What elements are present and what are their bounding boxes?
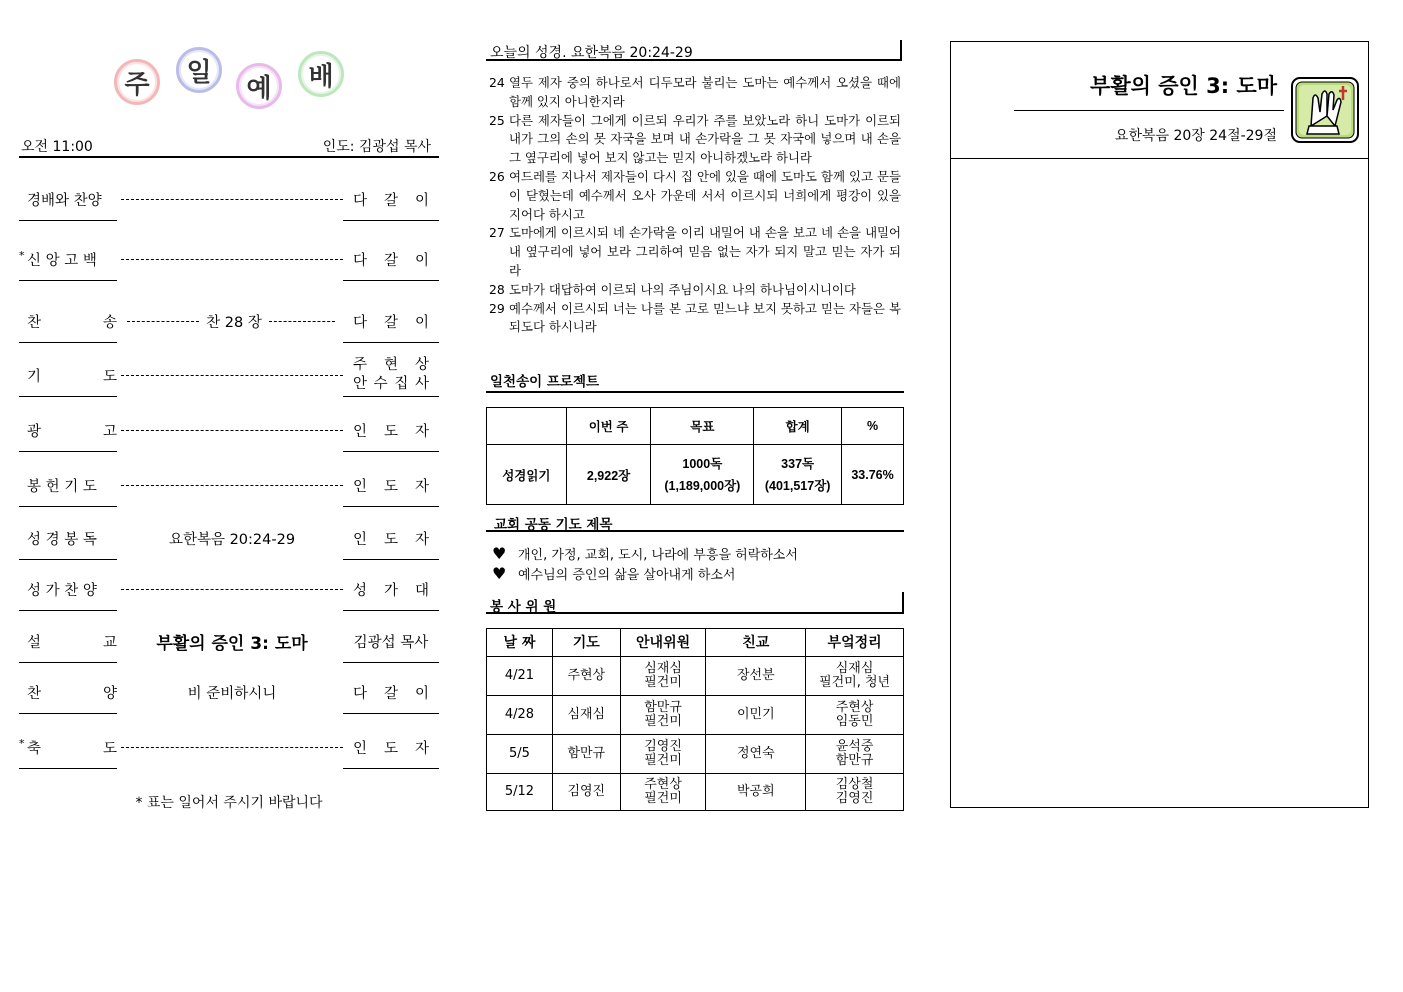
scripture-title-bar — [900, 40, 902, 61]
title-char-1: 주 — [114, 59, 160, 105]
service-header-row — [487, 629, 904, 657]
worship-item-leader-text: 주 현 상 — [353, 357, 429, 373]
worship-item-leader-text: 인 도 자 — [353, 424, 429, 440]
service-row — [487, 735, 904, 774]
service-kitchen-value: 김상철 — [835, 777, 874, 792]
dashed-leader — [121, 199, 343, 200]
bible-project-header-total: 합계 — [754, 408, 842, 445]
service-usher-value: 함만규 — [644, 700, 682, 715]
dashed-leader — [121, 747, 343, 748]
service-header-cell: 친교 — [706, 629, 806, 657]
row-underline — [343, 280, 439, 281]
worship-item-label — [19, 737, 117, 759]
service-header-cell: 기도 — [552, 629, 620, 657]
prayer-item-text: 개인, 가정, 교회, 도시, 나라에 부흥을 허락하소서 — [518, 548, 798, 563]
bible-project-goal — [651, 445, 754, 505]
bible-project-percent: 33.76% — [842, 445, 904, 505]
worship-item-leader-text: 다 갈 이 — [353, 193, 429, 209]
verse — [489, 74, 901, 112]
verse-text: 도마에게 이르시되 네 손가락을 이리 내밀어 내 손을 보고 네 손을 내밀어 내 옆구리에 넣어 보라 그리하여 믿음 없는 자가 되지 말고 믿는 자가 되라 — [509, 225, 901, 278]
verse-text: 도마가 대답하여 이르되 나의 주님이시요 나의 하나님이시니이다 — [509, 281, 856, 297]
service-date-value: 5/12 — [504, 784, 535, 799]
worship-item-detail: 찬 28 장 — [206, 315, 262, 331]
row-underline — [343, 559, 439, 560]
service-header-cell: 안내위원 — [620, 629, 706, 657]
bible-project-label: 성경읽기 — [487, 445, 567, 505]
worship-item-name: 봉 헌 기 도 — [27, 479, 97, 495]
dashed-leader — [127, 321, 199, 322]
standing-star: * — [19, 737, 25, 750]
title-char-4: 배 — [298, 51, 344, 97]
service-prayer — [552, 696, 620, 735]
row-underline — [19, 451, 117, 452]
service-header-cell: 날 짜 — [487, 629, 553, 657]
service-date — [487, 696, 553, 735]
worship-item-detail: 요한복음 20:24-29 — [168, 532, 296, 548]
row-underline — [19, 220, 117, 221]
service-date — [487, 735, 553, 774]
scripture-verses — [489, 74, 901, 337]
worship-item-label — [19, 365, 117, 387]
worship-item-leader — [345, 311, 437, 333]
prayer-title-rule — [486, 530, 904, 532]
worship-item-leader — [345, 737, 437, 759]
worship-item-leader — [345, 356, 437, 392]
row-underline — [343, 396, 439, 397]
service-time: 오전 11:00 — [21, 139, 93, 155]
service-prayer-value: 함만규 — [567, 746, 606, 761]
scripture-title-rule — [486, 59, 902, 61]
service-date-value: 4/28 — [504, 707, 535, 722]
worship-item-label — [19, 311, 117, 333]
dashed-leader — [121, 485, 343, 486]
verse-number: 24 — [489, 75, 505, 90]
worship-item-name: 광 고 — [27, 424, 117, 440]
verse — [489, 281, 901, 300]
verse-text: 다른 제자들이 그에게 이르되 우리가 주를 보았노라 하니 도마가 이르되 내가 그의 손의 못 자국을 보며 내 손가락을 그 못 자국에 넣으며 내 손을 그 옆구리에 넣어 보지 않고는 믿지 아니하겠노라 하니라 — [509, 112, 901, 166]
service-usher-value: 필건미 — [644, 714, 682, 729]
service-usher-value: 필건미 — [644, 675, 682, 690]
service-fellowship — [706, 735, 806, 774]
service-fellowship-value: 이민기 — [736, 707, 775, 722]
bible-project-total — [754, 445, 842, 505]
worship-title — [114, 45, 354, 105]
worship-item-leader — [345, 475, 437, 497]
worship-item-name: 설 교 — [27, 635, 117, 651]
service-prayer — [552, 735, 620, 774]
standing-footnote: * 표는 일어서 주시기 바랍니다 — [135, 795, 323, 811]
worship-item-name: 성 가 찬 양 — [27, 583, 97, 599]
sermon-notes-header — [951, 42, 1368, 159]
bible-project-total-main: 337독 — [781, 456, 815, 471]
service-date — [487, 657, 553, 696]
worship-item-leader — [345, 579, 437, 601]
bible-project-header-row — [487, 408, 904, 445]
service-committee-bar — [902, 592, 904, 614]
worship-item-name: 신 앙 고 백 — [27, 253, 97, 269]
worship-item-leader — [345, 420, 437, 442]
service-usher-value: 심재심 — [644, 661, 682, 676]
scripture-title: 오늘의 성경. 요한복음 20:24-29 — [490, 45, 693, 61]
worship-order-row — [19, 302, 439, 342]
worship-order-row — [19, 728, 439, 768]
bible-project-table — [486, 407, 904, 505]
worship-order-row — [19, 622, 439, 662]
row-underline — [19, 559, 117, 560]
worship-item-leader — [345, 682, 437, 704]
worship-item-name: 경배와 찬양 — [27, 193, 102, 209]
worship-item-leader-text: 성 가 대 — [353, 583, 429, 599]
service-committee-title: 봉 사 위 원 — [490, 599, 557, 615]
worship-item-leader — [345, 528, 437, 550]
worship-item-label — [19, 475, 117, 497]
service-prayer-value: 김영진 — [567, 784, 606, 799]
row-underline — [19, 396, 117, 397]
worship-item-label — [19, 682, 117, 704]
worship-item-leader-text: 다 갈 이 — [353, 686, 429, 702]
verse-number: 26 — [489, 168, 505, 184]
sermon-notes-panel — [950, 41, 1369, 808]
service-kitchen-value: 윤석중 — [835, 739, 874, 754]
worship-item-label — [19, 189, 117, 211]
service-fellowship — [706, 774, 806, 811]
service-committee-table — [486, 628, 904, 811]
row-underline — [19, 662, 117, 663]
bible-project-header-percent: % — [842, 408, 904, 445]
service-usher-value: 주현상 — [644, 777, 682, 792]
heart-icon: ♥ — [492, 564, 507, 583]
worship-item-name: 기 도 — [27, 369, 117, 385]
service-kitchen — [806, 657, 904, 696]
verse-number: 25 — [489, 112, 505, 128]
prayer-item-1 — [492, 544, 904, 563]
service-usher — [620, 735, 706, 774]
prayer-item-text: 예수님의 증인의 삶을 살아내게 하소서 — [518, 568, 736, 583]
prayer-item-2 — [492, 564, 904, 583]
service-prayer — [552, 774, 620, 811]
worship-item-leader-text: 김광섭 목사 — [353, 635, 429, 651]
row-underline — [343, 662, 439, 663]
worship-order-row — [19, 180, 439, 220]
dashed-leader — [121, 375, 343, 376]
row-underline — [19, 768, 117, 769]
service-row — [487, 696, 904, 735]
worship-item-detail: 비 준비하시니 — [187, 686, 277, 702]
service-fellowship — [706, 696, 806, 735]
row-underline — [343, 220, 439, 221]
worship-item-label — [19, 579, 117, 601]
bible-project-header-week: 이번 주 — [566, 408, 651, 445]
heart-icon: ♥ — [492, 544, 507, 563]
verse-text: 예수께서 이르시되 너는 나를 본 고로 믿느냐 보지 못하고 믿는 자들은 복되도다 하시니라 — [509, 300, 901, 335]
row-underline — [343, 451, 439, 452]
verse-number: 27 — [489, 225, 505, 241]
service-kitchen-value: 심재심 — [835, 661, 874, 676]
row-underline — [343, 768, 439, 769]
verse-text: 여드레를 지나서 제자들이 다시 집 안에 있을 때에 도마도 함께 있고 문들이 닫혔는데 예수께서 오사 가운데 서서 이르시되 너희에게 평강이 있을지어다 하시고 — [509, 168, 901, 222]
row-underline — [19, 610, 117, 611]
row-underline — [343, 506, 439, 507]
title-char-2: 일 — [176, 47, 222, 93]
service-usher — [620, 657, 706, 696]
worship-order-row — [19, 673, 439, 713]
worship-item-leader-text: 다 갈 이 — [353, 253, 429, 269]
worship-item-label — [19, 249, 117, 271]
service-usher-value: 필건미 — [644, 753, 682, 768]
service-kitchen-value: 임동민 — [835, 714, 874, 729]
service-kitchen — [806, 735, 904, 774]
service-header-cell: 부엌정리 — [806, 629, 904, 657]
row-underline — [19, 713, 117, 714]
service-committee-rule — [486, 612, 904, 614]
service-kitchen-value: 필건미, 청년 — [819, 675, 891, 690]
bible-project-row — [487, 445, 904, 505]
worship-item-label — [19, 528, 117, 550]
service-kitchen — [806, 696, 904, 735]
worship-item-name: 축 도 — [27, 741, 117, 757]
worship-item-leader — [345, 249, 437, 271]
dashed-leader — [121, 259, 343, 260]
worship-item-name: 찬 양 — [27, 686, 117, 702]
service-kitchen-value: 함만규 — [835, 753, 874, 768]
bible-project-title: 일천송이 프로젝트 — [490, 374, 600, 390]
service-fellowship-value: 장선분 — [736, 668, 775, 683]
service-prayer-value: 주현상 — [567, 668, 606, 683]
dashed-leader — [269, 321, 335, 322]
order-of-worship — [19, 40, 439, 820]
worship-order-row — [19, 466, 439, 506]
service-leader: 인도: 김광섭 목사 — [322, 139, 431, 155]
service-fellowship — [706, 657, 806, 696]
worship-order-row — [19, 411, 439, 451]
worship-item-name: 찬 송 — [27, 315, 117, 331]
sermon-title: 부활의 증인 3: 도마 — [156, 634, 308, 651]
worship-item-leader-text: 인 도 자 — [353, 741, 429, 757]
row-underline — [343, 610, 439, 611]
service-usher — [620, 774, 706, 811]
worship-order-row — [19, 240, 439, 280]
row-underline — [19, 506, 117, 507]
title-char-3: 예 — [236, 63, 282, 109]
verse — [489, 224, 901, 280]
verse-number: 28 — [489, 281, 505, 297]
sermon-notes-rule — [1014, 110, 1284, 111]
prayer-title: 교회 공동 기도 제목 — [494, 517, 613, 533]
dashed-leader — [121, 430, 343, 431]
bible-project-goal-sub: (1,189,000장) — [664, 478, 741, 493]
worship-item-leader-text: 인 도 자 — [353, 532, 429, 548]
worship-order-row — [19, 356, 439, 396]
service-fellowship-value: 정연숙 — [736, 746, 775, 761]
sermon-notes-reference: 요한복음 20장 24절-29절 — [1114, 128, 1277, 144]
worship-item-leader — [345, 631, 437, 653]
worship-order-row — [19, 570, 439, 610]
bible-project-header-goal: 목표 — [651, 408, 754, 445]
bible-project-total-sub: (401,517장) — [764, 478, 831, 493]
service-date-value: 5/5 — [508, 746, 530, 761]
verse — [489, 168, 901, 224]
row-underline — [343, 713, 439, 714]
service-kitchen-value: 김영진 — [835, 791, 874, 806]
sermon-notes-title: 부활의 증인 3: 도마 — [1090, 74, 1277, 98]
verse — [489, 112, 901, 168]
worship-item-leader-title: 안 수 집 사 — [353, 376, 429, 392]
bible-project-goal-main: 1000독 — [682, 456, 723, 471]
worship-item-label — [19, 420, 117, 442]
worship-item-label — [19, 631, 117, 653]
bible-project-this-week: 2,922장 — [566, 445, 651, 505]
service-row — [487, 657, 904, 696]
verse-number: 29 — [489, 300, 505, 316]
row-underline — [19, 342, 117, 343]
worship-item-name: 성 경 봉 독 — [27, 532, 97, 548]
service-date — [487, 774, 553, 811]
service-header — [19, 132, 439, 158]
dashed-leader — [121, 589, 343, 590]
service-usher-value: 필건미 — [644, 791, 682, 806]
worship-item-leader-text: 다 갈 이 — [353, 315, 429, 331]
service-prayer — [552, 657, 620, 696]
praying-hands-icon — [1291, 76, 1361, 144]
middle-column — [486, 40, 906, 820]
verse — [489, 300, 901, 338]
bible-project-header-empty — [487, 408, 567, 445]
service-prayer-value: 심재심 — [567, 707, 606, 722]
service-kitchen-value: 주현상 — [835, 700, 874, 715]
service-usher-value: 김영진 — [644, 739, 682, 754]
bible-project-rule — [486, 391, 904, 393]
service-date-value: 4/21 — [504, 668, 535, 683]
service-kitchen — [806, 774, 904, 811]
service-fellowship-value: 박공희 — [736, 784, 775, 799]
service-row — [487, 774, 904, 811]
standing-star: * — [19, 249, 25, 262]
row-underline — [19, 280, 117, 281]
worship-item-leader-text: 인 도 자 — [353, 479, 429, 495]
verse-text: 열두 제자 중의 하나로서 디두모라 불리는 도마는 예수께서 오셨을 때에 함께 있지 아니한지라 — [509, 75, 901, 109]
service-usher — [620, 696, 706, 735]
worship-order-row — [19, 519, 439, 559]
worship-item-leader — [345, 189, 437, 211]
row-underline — [343, 342, 439, 343]
